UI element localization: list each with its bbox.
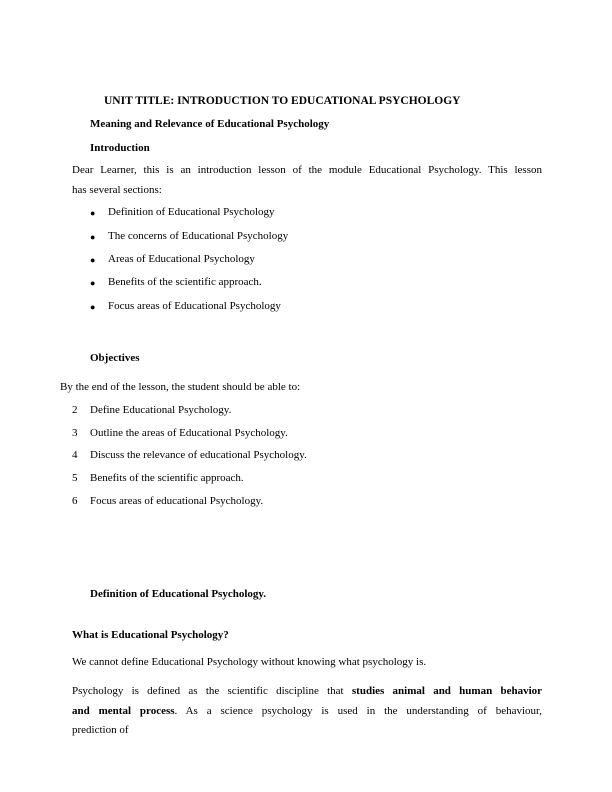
section-heading: Meaning and Relevance of Educational Psychology xyxy=(90,118,330,130)
objectives-heading: Objectives xyxy=(90,352,140,364)
item-number: 3 xyxy=(72,427,78,439)
definition-paragraph-2-line-3: prediction of xyxy=(72,724,129,736)
definition-paragraph-1: We cannot define Educational Psychology without knowing what psychology is. xyxy=(72,656,427,668)
bullet-icon: ● xyxy=(90,278,96,288)
bullet-icon: ● xyxy=(90,208,96,218)
definition-question: What is Educational Psychology? xyxy=(72,629,229,641)
item-number: 5 xyxy=(72,472,78,484)
bullet-icon: ● xyxy=(90,302,96,312)
item-number: 4 xyxy=(72,449,78,461)
definition-heading: Definition of Educational Psychology. xyxy=(90,588,267,600)
intro-paragraph-line-1: Dear Learner, this is an introduction lesson of the module Educational Psychology. This lesson xyxy=(72,164,542,176)
intro-paragraph-line-2: has several sections: xyxy=(72,184,162,196)
definition-paragraph-2-line-1: Psychology is defined as the scientific discipline that studies animal and human behavior xyxy=(72,685,543,697)
definition-paragraph-2-line-2: and mental process. As a science psychology is used in the understanding of behaviour, xyxy=(72,705,543,717)
unit-title: UNIT TITLE: INTRODUCTION TO EDUCATIONAL PSYCHOLOGY xyxy=(104,95,461,107)
introduction-heading: Introduction xyxy=(90,142,150,154)
bullet-icon: ● xyxy=(90,255,96,265)
objectives-lead: By the end of the lesson, the student should be able to: xyxy=(60,381,301,393)
document-page: UNIT TITLE: INTRODUCTION TO EDUCATIONAL PSYCHOLOGY Meaning and Relevance of Educational Psychology Introduction Dear Learner, this is an introduction lesson of the module Educational Psychology. This lesson has several sections: ● Definition of Educational Psychology ● The concerns of Educational Psychology ● Areas of Educational Psychology ● Benefits of the scientific approach. ● Focus areas of Educational Psychology Objectives By the end of the lesson, the student should be able to: 2 Define Educational Psychology. 3 Outline the areas of Educational Psychology. 4 Discuss the relevance of educational Psychology. 5 Benefits of the scientific approach. 6 Focus areas of educational Psychology. Definition of Educational Psychology. What is Educational Psychology? We cannot define Educational Psychology without knowing what psychology is. Psychology is defined as the scientific discipline that studies animal and human behavior and mental process. As a science psychology is used in the understanding of behaviour, prediction of xyxy=(60,95,543,736)
item-number: 6 xyxy=(72,495,78,507)
bullet-icon: ● xyxy=(90,232,96,242)
item-number: 2 xyxy=(72,404,78,416)
